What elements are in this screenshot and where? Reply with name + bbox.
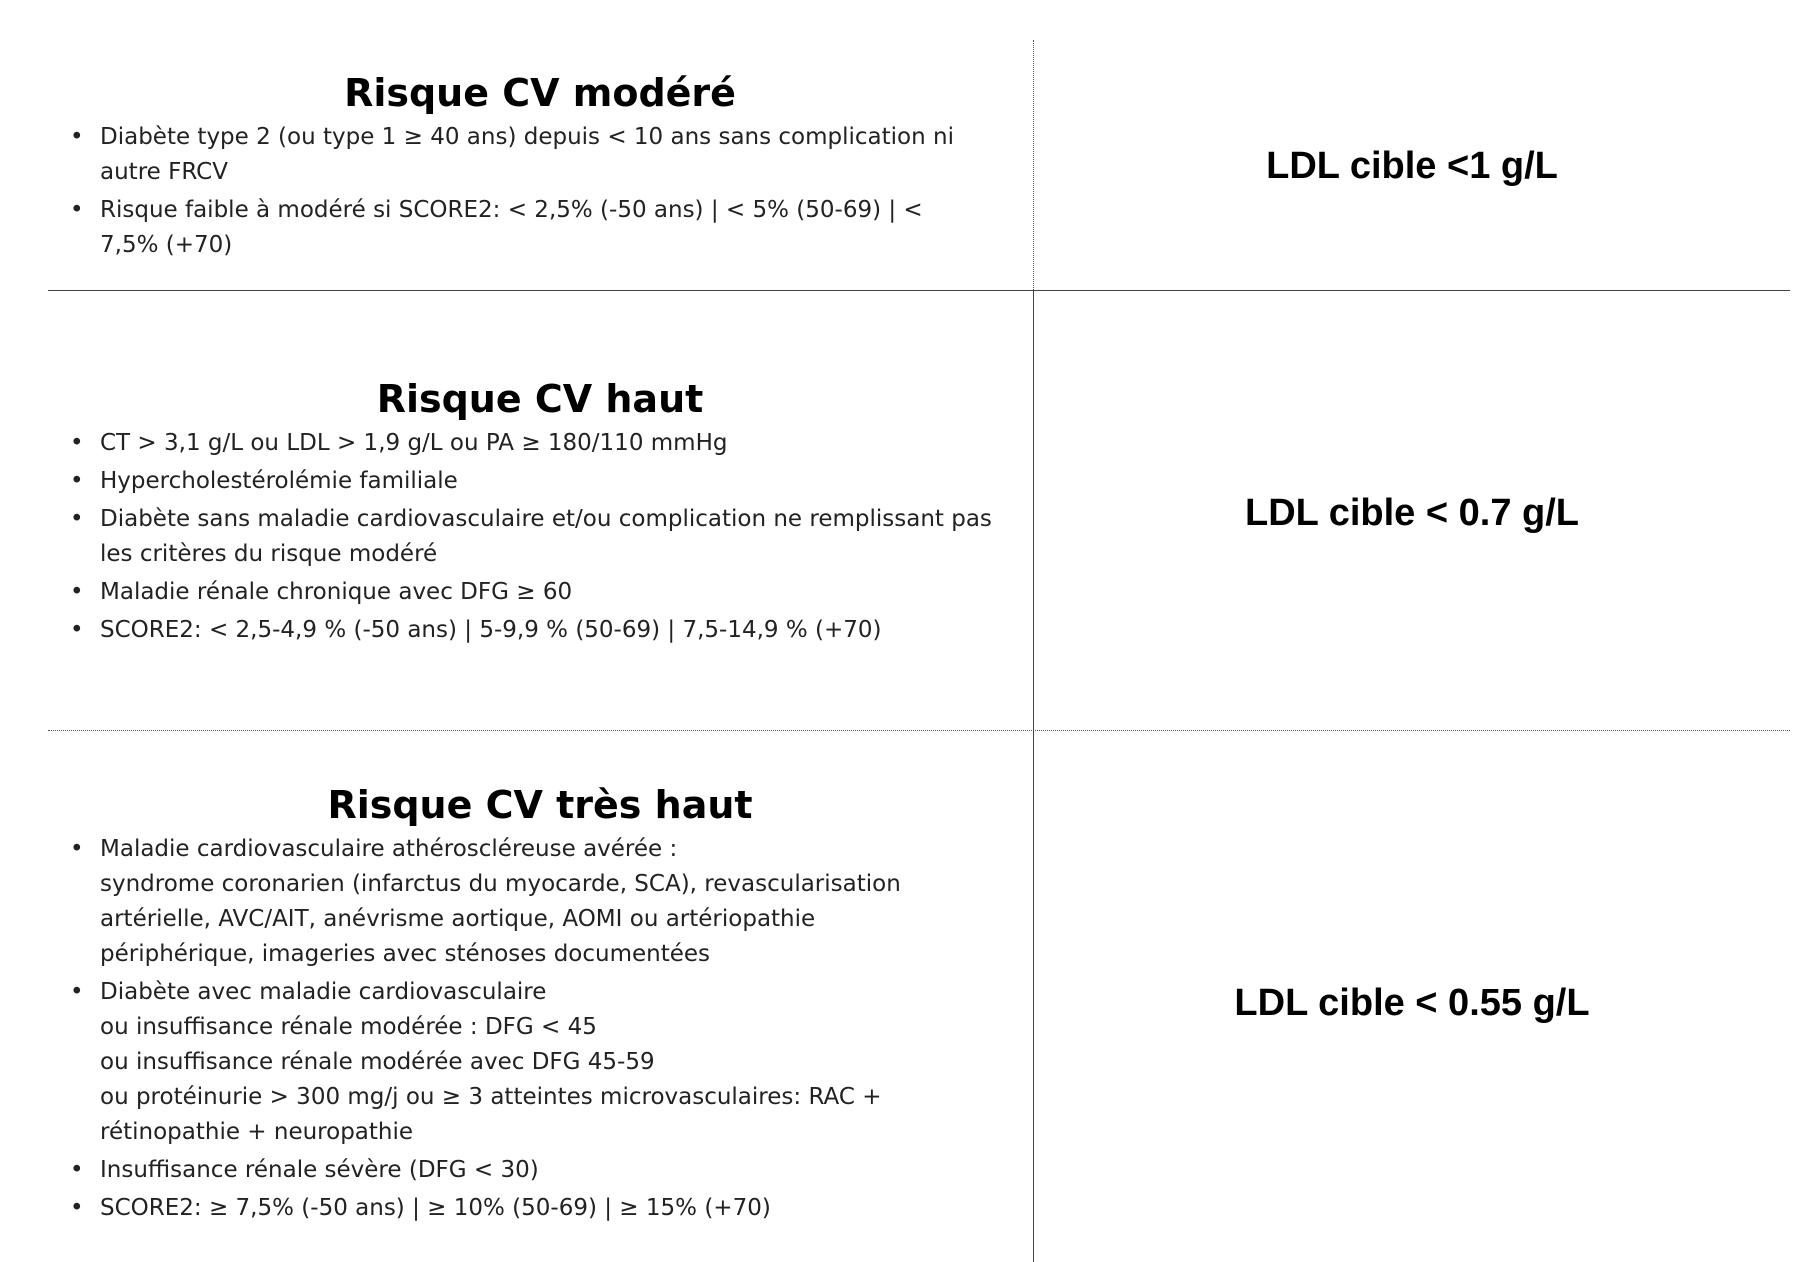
criteria-item: • Maladie cardiovasculaire athéroscléreuse avérée : syndrome coronarien (infarctus du myocarde, SCA), revascularisation artérielle, AVC/AIT, anévrisme aortique, AOMI ou artériopathie périphérique, imageries avec sténoses documentées: [60, 832, 950, 972]
criteria-item: • Diabète sans maladie cardiovasculaire et/ou complication ne remplissant pas les critères du risque modéré: [60, 502, 1020, 572]
criteria-list: [60, 120, 980, 263]
section-title: Risque CV modéré: [344, 71, 736, 115]
ldl-target-high: LDL cible < 0.7 g/L: [1244, 492, 1579, 534]
criteria-list: [60, 832, 950, 1226]
criteria-list: [60, 426, 1020, 648]
section-high: [60, 376, 1020, 651]
criteria-item: • Hypercholestérolémie familiale: [60, 464, 1020, 499]
row-divider-1: [48, 290, 1790, 291]
section-very-high: [60, 782, 1020, 1229]
criteria-item: • CT > 3,1 g/L ou LDL > 1,9 g/L ou PA ≥ 180/110 mmHg: [60, 426, 1020, 461]
section-title: Risque CV haut: [376, 377, 704, 421]
criteria-item: • Insuffisance rénale sévère (DFG < 30): [60, 1153, 950, 1188]
column-divider: [1033, 290, 1034, 1262]
section-title: Risque CV très haut: [327, 783, 753, 827]
ldl-target-moderate: LDL cible <1 g/L: [1266, 145, 1558, 187]
criteria-item: • SCORE2: < 2,5-4,9 % (-50 ans) | 5-9,9 % (50-69) | 7,5-14,9 % (+70): [60, 613, 1020, 648]
criteria-item: • Risque faible à modéré si SCORE2: < 2,5% (-50 ans) | < 5% (50-69) | < 7,5% (+70): [60, 193, 980, 263]
criteria-item: • Diabète avec maladie cardiovasculaire ou insuffisance rénale modérée : DFG < 45 ou insuffisance rénale modérée avec DFG 45-59 ou protéinurie > 300 mg/j ou ≥ 3 atteintes microvasculaires: RAC + rétinopathie + neuropathie: [60, 975, 950, 1150]
ldl-target-very-high: LDL cible < 0.55 g/L: [1234, 982, 1590, 1024]
section-moderate: [60, 70, 1020, 266]
row-divider-2: [48, 730, 1790, 731]
criteria-item: • SCORE2: ≥ 7,5% (-50 ans) | ≥ 10% (50-69) | ≥ 15% (+70): [60, 1191, 950, 1226]
criteria-item: • Maladie rénale chronique avec DFG ≥ 60: [60, 575, 1020, 610]
criteria-item: • Diabète type 2 (ou type 1 ≥ 40 ans) depuis < 10 ans sans complication ni autre FRCV: [60, 120, 980, 190]
